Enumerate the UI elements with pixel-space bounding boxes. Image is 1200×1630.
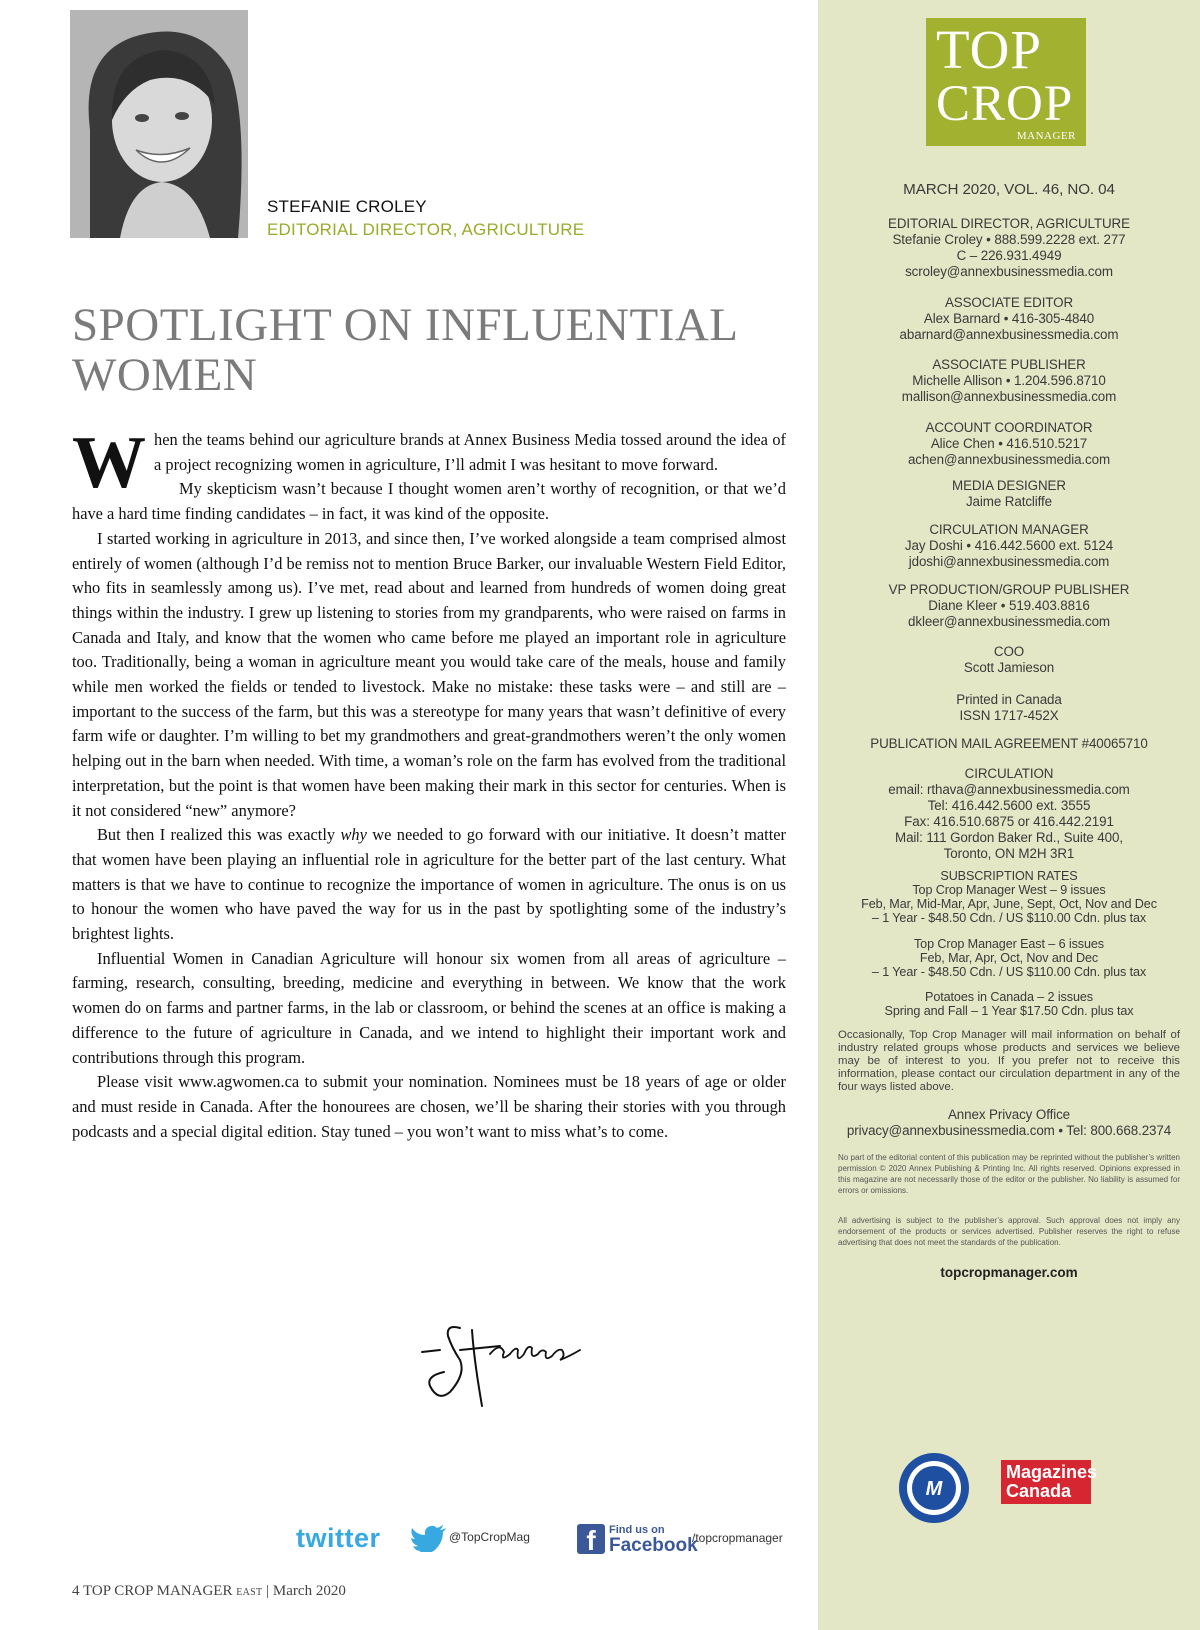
associate-editor-contact: Alex Barnard • 416-305-4840 — [923, 311, 1095, 326]
mailing-opt-out-notice: Occasionally, Top Crop Manager will mail information on behalf of industry related groups whose products and services we believe may be of interest to you. If you prefer not to receive this information, please contact our circulation department in any of the four ways listed above. — [838, 1029, 1180, 1093]
associate-publisher-title: ASSOCIATE PUBLISHER — [932, 357, 1086, 372]
article-paragraph-6: Please visit www.agwomen.ca to submit your nomination. Nominees must be 18 years of age or older and must reside in Canada. After the honourees are chosen, we’ll be sharing their stories with you through podcasts and a special digital edition. Stay tuned – you won’t want to miss what’s to come. — [72, 1072, 786, 1141]
associate-publisher-email[interactable]: mallison@annexbusinessmedia.com — [901, 389, 1117, 404]
facebook-f-icon[interactable]: f — [577, 1524, 605, 1554]
logo-line-manager: MANAGER — [1016, 130, 1076, 142]
emphasis-text: why — [340, 825, 367, 845]
svg-text:M: M — [925, 1478, 943, 1500]
account-coordinator-contact: Alice Chen • 416.510.5217 — [930, 436, 1088, 451]
circulation-manager-email[interactable]: jdoshi@annexbusinessmedia.com — [908, 554, 1110, 569]
circulation-manager-title: CIRCULATION MANAGER — [929, 522, 1089, 537]
page-number: 4 — [72, 1583, 80, 1599]
subs-west-label: Top Crop Manager West – 9 issues — [912, 883, 1106, 897]
circulation-fax: Fax: 416.510.6875 or 416.442.2191 — [904, 814, 1114, 829]
vp-production-title: VP PRODUCTION/GROUP PUBLISHER — [888, 582, 1130, 597]
editorial-director-cell: C – 226.931.4949 — [956, 248, 1062, 263]
author-photo — [70, 10, 248, 238]
subs-east-months: Feb, Mar, Apr, Oct, Nov and Dec — [919, 951, 1099, 965]
facebook-handle[interactable]: /topcropmanager — [692, 1531, 783, 1545]
page-folio — [72, 1583, 346, 1600]
subscription-rates-title: SUBSCRIPTION RATES — [940, 869, 1078, 883]
twitter-handle[interactable]: @TopCropMag — [449, 1530, 530, 1544]
folio-edition: EAST — [236, 1587, 263, 1598]
associate-editor-email[interactable]: abarnard@annexbusinessmedia.com — [899, 327, 1119, 342]
printed-in-canada: Printed in Canada — [956, 692, 1062, 707]
paragraph-text: we needed to go forward with our initiative. It doesn’t matter that women have been playing an influential role in agriculture for the better part of the last century. What matters is that we have to continue to recognize the importance of women in agriculture. The onus is on us to honour the women who have paved the way for us in the past by spotlighting some of the industry’s brightest lights. — [72, 825, 786, 944]
associate-editor-title: ASSOCIATE EDITOR — [944, 295, 1074, 310]
author-role: EDITORIAL DIRECTOR, AGRICULTURE — [267, 220, 585, 239]
issn-number: ISSN 1717-452X — [959, 708, 1059, 723]
circulation-mail: Mail: 111 Gordon Baker Rd., Suite 400, — [895, 830, 1123, 845]
subs-west-price: – 1 Year - $48.50 Cdn. / US $110.00 Cdn. plus tax — [871, 911, 1147, 925]
drop-cap: W — [72, 422, 146, 504]
article-body — [72, 422, 786, 1144]
vp-production-contact: Diane Kleer • 519.403.8816 — [928, 598, 1090, 613]
editorial-director-email[interactable]: scroley@annexbusinessmedia.com — [905, 264, 1113, 279]
circulation-manager-contact: Jay Doshi • 416.442.5600 ext. 5124 — [904, 538, 1114, 553]
paragraph-text: But then I realized this was exactly — [97, 825, 341, 845]
media-designer-name: Jaime Ratcliffe — [965, 494, 1053, 509]
coo-name: Scott Jamieson — [963, 660, 1055, 675]
circulation-email[interactable]: email: rthava@annexbusinessmedia.com — [888, 782, 1130, 797]
associate-publisher-contact: Michelle Allison • 1.204.596.8710 — [912, 373, 1106, 388]
subs-potatoes-label: Potatoes in Canada – 2 issues — [925, 990, 1093, 1004]
editorial-director-contact: Stefanie Croley • 888.599.2228 ext. 277 — [892, 232, 1126, 247]
coo-title: COO — [993, 644, 1025, 659]
website-url[interactable]: topcropmanager.com — [940, 1265, 1078, 1280]
circulation-city: Toronto, ON M2H 3R1 — [943, 846, 1075, 861]
twitter-wordmark[interactable]: twitter — [296, 1523, 381, 1553]
article-paragraph-5: Influential Women in Canadian Agriculture will honour six women from all areas of agriculture – farming, research, consulting, breeding, medicine and everything in between. We know that the work women do on farms and partner farms, in the lab or classroom, or behind the scenes at an office is making a difference to the future of agriculture in Canada, and we intend to highlight their important work and contributions through this program. — [72, 948, 786, 1067]
folio-date: | March 2020 — [266, 1583, 346, 1599]
logo-line-top: TOP — [936, 19, 1042, 80]
editorial-director-title: EDITORIAL DIRECTOR, AGRICULTURE — [888, 216, 1130, 231]
article-paragraph-2: My skepticism wasn’t because I thought women aren’t worthy of recognition, or that we’d have a hard time finding candidates – in fact, it was kind of the opposite. — [72, 479, 786, 524]
paragraph-text: hen the teams behind our agriculture brands at Annex Business Media tossed around the idea of a project recognizing women in agriculture, I’ll admit I was hesitant to move forward. — [154, 430, 786, 474]
folio-magazine: TOP CROP MANAGER — [82, 1583, 233, 1599]
magazines-canada-badge — [1001, 1460, 1098, 1504]
issue-line: MARCH 2020, VOL. 46, NO. 04 — [903, 181, 1115, 198]
publication-mail-agreement: PUBLICATION MAIL AGREEMENT #40065710 — [870, 736, 1148, 751]
copyright-fine-print: No part of the editorial content of this publication may be reprinted without the publisher’s written permission © 2020 Annex Publishing & Printing Inc. All rights reserved. Opinions expressed in this magazine are not necessarily those of the editor or the publisher. No liability is assumed for errors or omissions. — [838, 1153, 1180, 1195]
logo-line-crop: CROP — [936, 76, 1074, 132]
handwritten-signature — [420, 1320, 590, 1410]
circulation-title: CIRCULATION — [964, 766, 1054, 781]
privacy-office-title: Annex Privacy Office — [947, 1107, 1071, 1122]
privacy-office-contact[interactable]: privacy@annexbusinessmedia.com • Tel: 800.668.2374 — [846, 1123, 1172, 1138]
author-name: STEFANIE CROLEY — [267, 197, 427, 216]
ccab-aam-badge-icon — [898, 1452, 970, 1524]
magazines-canada-line2: Canada — [1006, 1481, 1072, 1501]
top-crop-manager-logo — [926, 18, 1086, 146]
author-portrait-image — [70, 10, 248, 238]
article-paragraph-4 — [72, 823, 786, 947]
facebook-find-us-label: Find us on — [609, 1524, 665, 1536]
subs-east-label: Top Crop Manager East – 6 issues — [913, 937, 1104, 951]
subs-west-months: Feb, Mar, Mid-Mar, Apr, June, Sept, Oct, Nov and Dec — [861, 897, 1157, 911]
account-coordinator-email[interactable]: achen@annexbusinessmedia.com — [907, 452, 1111, 467]
subs-east-price: – 1 Year - $48.50 Cdn. / US $110.00 Cdn. plus tax — [871, 965, 1147, 979]
article-headline: SPOTLIGHT ON INFLUENTIAL WOMEN — [72, 299, 737, 401]
media-designer-title: MEDIA DESIGNER — [952, 478, 1066, 493]
subs-potatoes-price: Spring and Fall – 1 Year $17.50 Cdn. plus tax — [884, 1004, 1134, 1018]
magazines-canada-line1: Magazines — [1006, 1462, 1098, 1482]
twitter-bird-icon[interactable] — [410, 1524, 448, 1552]
masthead-sidebar — [818, 0, 1200, 1630]
article-paragraph-3: I started working in agriculture in 2013, and since then, I’ve worked alongside a team comprised almost entirely of women (although I’d be remiss not to mention Bruce Barker, our invaluable Western Field Editor, who fits in seamlessly among us). I’ve met, read about and learned from hundreds of women doing great things within the industry. I grew up listening to stories from my grandparents, who were raised on farms in Canada and Italy, and know that the women who came before me played an important role in agriculture too. Traditionally, being a woman in agriculture meant you would take care of the meals, house and family while men worked the fields or tended to livestock. Make no mistake: these tasks were – and still are – important to the success of the farm, but this was a stereotype for many years that wasn’t definitive of every farm wife or daughter. I’m willing to bet my grandmothers and great-grandmothers weren’t the only women helping out in the barn when needed. With time, a woman’s role on the farm has evolved from the traditional interpretation, but the point is that women have been making their mark in this sector for centuries. When is it not considered “new” anymore? — [72, 528, 786, 820]
account-coordinator-title: ACCOUNT COORDINATOR — [925, 420, 1093, 435]
circulation-tel: Tel: 416.442.5600 ext. 3555 — [927, 798, 1091, 813]
advertising-fine-print: All advertising is subject to the publisher’s approval. Such approval does not imply any endorsement of the products or services advertised. Publisher reserves the right to refuse advertising that does not meet the standards of the publication. — [838, 1216, 1180, 1247]
vp-production-email[interactable]: dkleer@annexbusinessmedia.com — [908, 614, 1110, 629]
facebook-wordmark[interactable]: Facebook — [609, 1535, 698, 1556]
